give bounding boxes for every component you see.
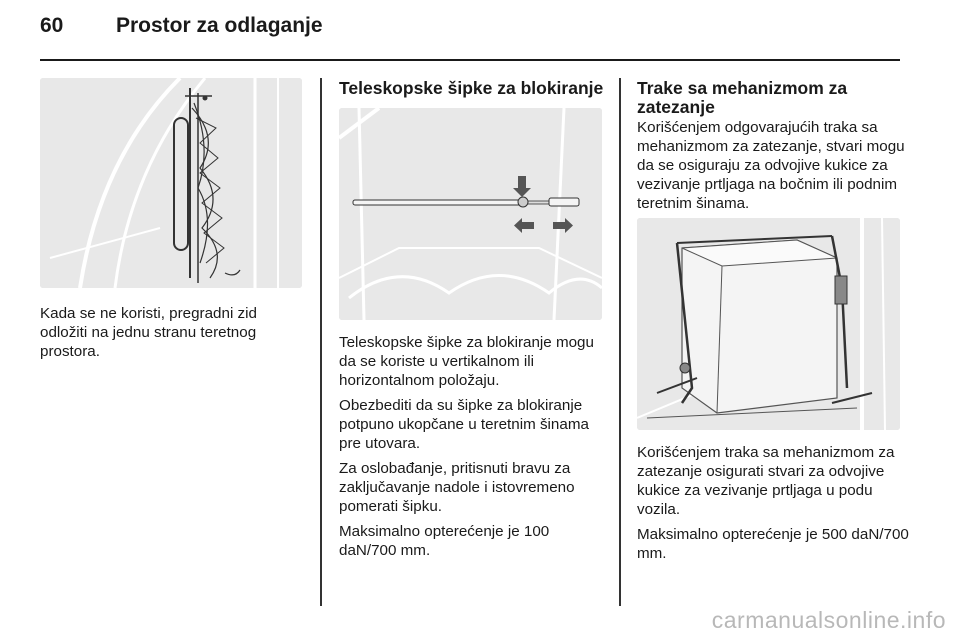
blocking-bars-text <box>339 333 609 566</box>
watermark: carmanualsonline.info <box>711 607 946 633</box>
blocking-bars-paragraph: Za oslobađanje, pritisnuti bravu za zaključavanje nadole i istovremeno pomerati šipku. <box>339 460 575 515</box>
tension-straps-intro <box>637 118 909 219</box>
partition-wall-illustration <box>40 78 302 288</box>
blocking-bars-paragraph: Maksimalno opterećenje je 100 daN/700 mm. <box>339 523 550 559</box>
page-header <box>40 14 920 50</box>
tension-straps-paragraph: Korišćenjem traka sa mehanizmom za zatezanje osigurati stvari za odvojive kukice za vezivanje prtljaga u podu vozila. <box>637 444 895 518</box>
column-divider-right <box>619 78 621 606</box>
tension-straps-illustration <box>637 218 900 430</box>
blocking-bars-illustration <box>339 108 602 320</box>
page-number: 60 <box>40 14 64 37</box>
partition-caption <box>40 304 306 367</box>
tension-straps-text <box>637 443 909 569</box>
tension-straps-heading: Trake sa mehanizmom za zatezanje <box>637 78 848 117</box>
blocking-bars-heading: Teleskopske šipke za blokiranje <box>339 78 604 98</box>
blocking-bars-paragraph: Obezbediti da su šipke za blokiranje potpuno ukopčane u teretnim šinama pre utovara. <box>339 397 589 452</box>
partition-caption-text: Kada se ne koristi, pregradni zid odložiti na jednu stranu teretnog prostora. <box>40 305 257 360</box>
page-title: Prostor za odlaganje <box>116 14 323 37</box>
header-rule <box>40 59 900 61</box>
column-divider-left <box>320 78 322 606</box>
tension-straps-paragraph: Maksimalno opterećenje je 500 daN/700 mm. <box>637 526 909 562</box>
tension-straps-intro-text: Korišćenjem odgovarajućih traka sa mehanizmom za zatezanje, stvari mogu da se osiguraju za odvojive kukice za vezivanje prtljaga na bočnim ili podnim teretnim šinama. <box>637 119 905 212</box>
blocking-bars-paragraph: Teleskopske šipke za blokiranje mogu da se koriste u vertikalnom ili horizontalnom položaju. <box>339 334 594 389</box>
